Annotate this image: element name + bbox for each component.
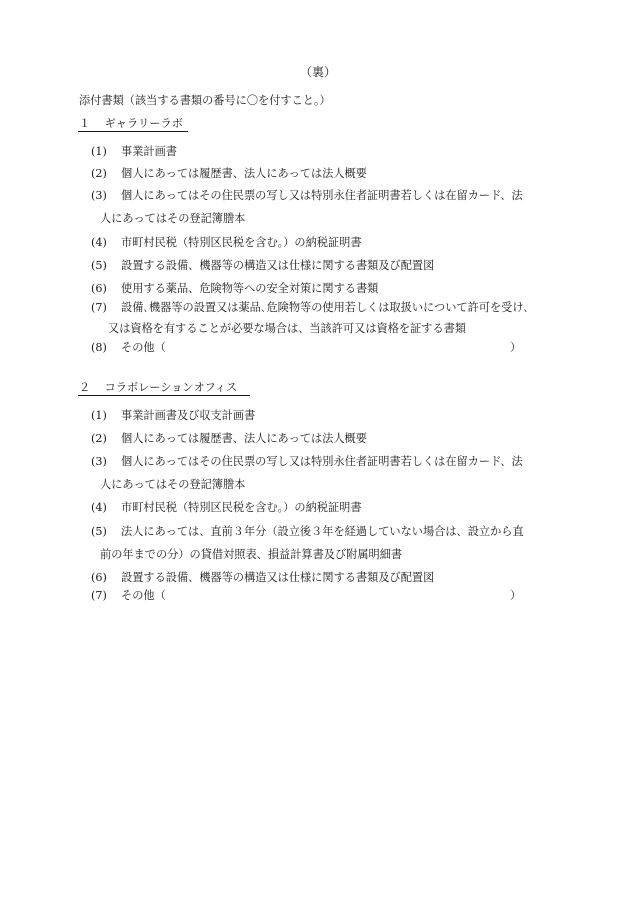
s2-item-6: [91, 572, 434, 583]
s2-item-2: [91, 433, 367, 444]
item-text: 個人にあっては履歴書、法人にあっては法人概要: [121, 167, 367, 180]
item-number: (3): [91, 189, 107, 202]
s1-item-4: [91, 237, 362, 248]
item-number: (6): [91, 571, 107, 584]
s2-item-7: [91, 590, 166, 601]
page-heading: （裏）: [300, 65, 337, 79]
item-number: (2): [91, 432, 107, 445]
item-text: 個人にあっては履歴書、法人にあっては法人概要: [121, 432, 367, 445]
item-text: 市町村民税（特別区民税を含む。）の納税証明書: [121, 501, 362, 514]
section2-title: コラボレーションオフィス: [104, 381, 238, 394]
item-number: (8): [91, 341, 107, 354]
s2-item-4: [91, 502, 362, 513]
s2-item-1: [91, 410, 255, 421]
s1-item-7-cont: 又は資格を有することが必要な場合は、当該許可又は資格を証する書類: [108, 322, 467, 335]
item-text: 個人にあってはその住民票の写し又は特別永住者証明書若しくは在留カード、法: [121, 189, 523, 202]
item-number: (6): [91, 282, 107, 295]
s2-item-3: [91, 456, 523, 467]
item-text: 設置する設備、機器等の構造又は仕様に関する書類及び配置図: [121, 259, 435, 272]
item-text: 個人にあってはその住民票の写し又は特別永住者証明書若しくは在留カード、法: [121, 455, 523, 468]
section2-heading: [79, 382, 237, 393]
item-text: 使用する薬品、危険物等への安全対策に関する書類: [121, 282, 379, 295]
item-number: (1): [91, 145, 107, 158]
item-number: (4): [91, 236, 107, 249]
item-number: (1): [91, 409, 107, 422]
item-number: (2): [91, 167, 107, 180]
section2-underline: [78, 395, 250, 396]
item-number: (3): [91, 455, 107, 468]
s1-item-2: [91, 168, 367, 179]
item-text: 事業計画書及び収支計画書: [121, 409, 256, 422]
section1-underline: [78, 131, 188, 132]
s1-item-7: [91, 302, 529, 313]
s1-item-3: [91, 190, 523, 201]
item-number: (5): [91, 259, 107, 272]
s2-item-5: [91, 526, 524, 537]
s1-item-3-cont: 人にあってはその登記簿謄本: [100, 212, 246, 225]
s2-item-3-cont: 人にあってはその登記簿謄本: [100, 478, 246, 491]
s2-item-7-close: ）: [510, 589, 522, 602]
item-number: (4): [91, 501, 107, 514]
item-text: その他（: [121, 589, 166, 602]
item-number: (7): [91, 301, 107, 314]
section1-number: １: [79, 117, 91, 130]
s1-item-5: [91, 260, 434, 271]
section1-title: ギャラリーラボ: [104, 117, 183, 130]
s1-item-6: [91, 283, 378, 294]
intro-text: 添付書類（該当する書類の番号に〇を付すこと。）: [79, 94, 331, 107]
s1-item-8-close: ）: [510, 341, 522, 354]
item-text: 設置する設備、機器等の構造又は仕様に関する書類及び配置図: [121, 571, 435, 584]
item-number: (5): [91, 525, 107, 538]
item-text: その他（: [121, 341, 166, 354]
item-text: 法人にあっては、直前３年分（設立後３年を経過していない場合は、設立から直: [121, 525, 524, 538]
item-text: 事業計画書: [121, 145, 177, 158]
item-text: 設備､機器等の設置又は薬品､危険物等の使用若しくは取扱いについて許可を受け､: [121, 301, 530, 314]
item-number: (7): [91, 589, 107, 602]
s1-item-1: [91, 146, 177, 157]
section1-heading: [79, 118, 183, 129]
s1-item-8: [91, 342, 166, 353]
item-text: 市町村民税（特別区民税を含む。）の納税証明書: [121, 236, 362, 249]
s2-item-5-cont: 前の年までの分）の貸借対照表、損益計算書及び附属明細書: [100, 548, 403, 561]
section2-number: ２: [79, 381, 91, 394]
